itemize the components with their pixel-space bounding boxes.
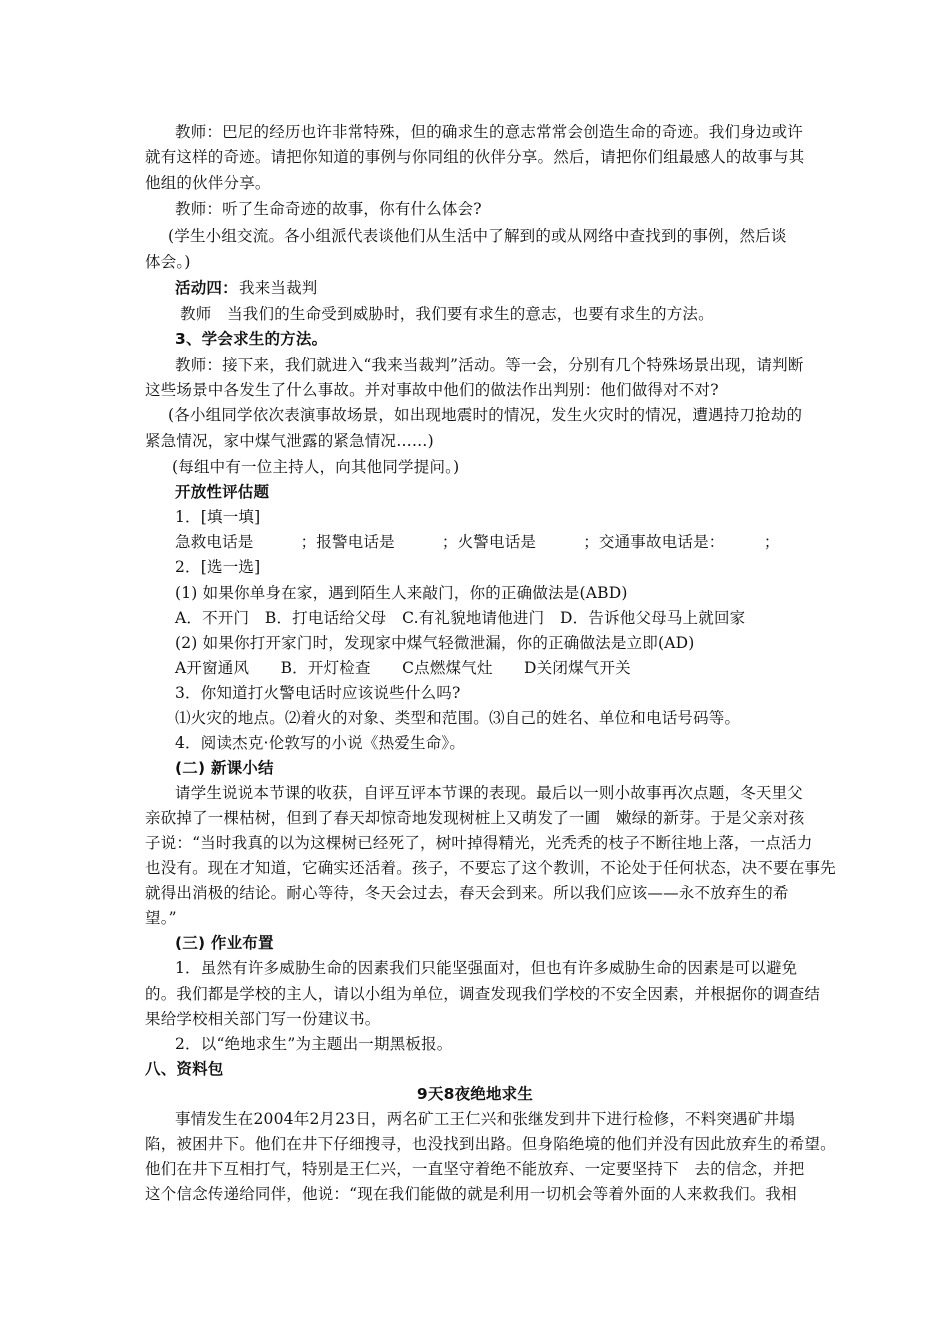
paragraph-line: 这个信念传递给同伴，他说：“现在我们能做的就是利用一切机会等着外面的人来救我们。我相 [145, 1185, 797, 1203]
paragraph-line: 2．以“绝地求生”为主题出一期黑板报。 [175, 1035, 453, 1053]
paragraph-line: 教师：听了生命奇迹的故事，你有什么体会? [175, 200, 482, 218]
paragraph-line: 这些场景中各发生了什么事故。并对事故中他们的做法作出判别：他们做得对不对? [145, 381, 719, 399]
activity-title: 我来当裁判 [239, 279, 318, 297]
paragraph-line: 果给学校相关部门写一份建议书。 [145, 1010, 381, 1028]
paragraph-line: 教师：接下来，我们就进入“我来当裁判”活动。等一会，分别有几个特殊场景出现，请判断 [175, 356, 804, 374]
chapter-heading: 八、资料包 [145, 1060, 224, 1078]
question-line: (1) 如果你单身在家，遇到陌生人来敲门，你的正确做法是(ABD) [175, 584, 628, 602]
answer-line: ⑴火灾的地点。⑵着火的对象、类型和范围。⑶自己的姓名、单位和电话号码等。 [175, 709, 741, 727]
paragraph-line: 的。我们都是学校的主人，请以小组为单位，调查发现我们学校的不安全因素，并根据你的调查结 [145, 985, 821, 1003]
paragraph-line: (各小组同学依次表演事故场景，如出现地震时的情况，发生火灾时的情况，遭遇持刀抢劫的 [168, 406, 803, 424]
section-heading: 3、学会求生的方法。 [175, 330, 328, 348]
question-line: (2) 如果你打开家门时，发现家中煤气轻微泄漏，你的正确做法是立即(AD) [175, 634, 695, 652]
question-heading: 2．[选一选] [175, 558, 261, 576]
paragraph-line: 他们在井下互相打气，特别是王仁兴，一直坚守着绝不能放弃、一定要坚持下 去的信念，并把 [145, 1160, 805, 1178]
article-title: 9天8夜绝地求生 [416, 1085, 534, 1103]
paragraph-line: 亲砍掉了一棵枯树，但到了春天却惊奇地发现树桩上又萌发了一圃 嫩绿的新芽。于是父亲对孩 [145, 809, 805, 827]
paragraph-line: 陷，被困井下。他们在井下仔细搜寻，也没找到出路。但身陷绝境的他们并没有因此放弃生的希望。 [145, 1135, 836, 1153]
paragraph-line: 也没有。现在才知道，它确实还活着。孩子，不要忘了这个教训，不论处于任何状态，决不要在事先 [145, 859, 836, 877]
question-heading: 1．[填一填] [175, 508, 261, 526]
section-heading: (三) 作业布置 [175, 934, 274, 952]
paragraph-line: 教师 当我们的生命受到威胁时，我们要有求生的意志，也要有求生的方法。 [180, 305, 714, 323]
paragraph-line: 望。” [145, 909, 177, 927]
paragraph-line: 子说：“当时我真的以为这棵树已经死了，树叶掉得精光，光秃秃的枝子不断往地上落，一点活力 [145, 834, 813, 852]
paragraph-line: 教师：巴尼的经历也许非常特殊，但的确求生的意志常常会创造生命的奇迹。我们身边或许 [175, 123, 804, 141]
paragraph-line: (学生小组交流。各小组派代表谈他们从生活中了解到的或从网络中查找到的事例，然后谈 [168, 227, 787, 245]
answer-options: A开窗通风 B．开灯检查 C点燃煤气灶 D关闭煤气开关 [175, 659, 631, 677]
paragraph-line: (每组中有一位主持人，向其他同学提问。) [172, 458, 460, 476]
paragraph-line: 体会。) [145, 253, 191, 271]
paragraph-line: 请学生说说本节课的收获，自评互评本节课的表现。最后以一则小故事再次点题，冬天里父 [175, 784, 804, 802]
question-line: 4．阅读杰克·伦敦写的小说《热爱生命》。 [175, 734, 466, 752]
paragraph-line: 就得出消极的结论。耐心等待，冬天会过去，春天会到来。所以我们应该——永不放弃生的希 [145, 884, 789, 902]
paragraph-line: 他组的伙伴分享。 [145, 174, 271, 192]
section-heading: (二) 新课小结 [175, 759, 274, 777]
paragraph-line: 1．虽然有许多威胁生命的因素我们只能坚强面对，但也有许多威胁生命的因素是可以避免 [175, 959, 798, 977]
answer-options: A．不开门 B．打电话给父母 C.有礼貌地请他进门 D．告诉他父母马上就回家 [175, 609, 746, 627]
question-line: 3．你知道打火警电话时应该说些什么吗? [175, 684, 461, 702]
section-heading: 开放性评估题 [175, 483, 270, 501]
paragraph-line: 就有这样的奇迹。请把你知道的事例与你同组的伙伴分享。然后，请把你们组最感人的故事与其 [145, 148, 805, 166]
paragraph-line: 紧急情况，家中煤气泄露的紧急情况……) [145, 432, 434, 450]
question-line: 急救电话是 ；报警电话是 ；火警电话是 ；交通事故电话是： ； [175, 533, 780, 551]
activity-heading: 活动四： [175, 279, 238, 297]
paragraph-line: 事情发生在2004年2月23日，两名矿工王仁兴和张继发到井下进行检修，不料突遇矿井塌 [175, 1110, 795, 1128]
